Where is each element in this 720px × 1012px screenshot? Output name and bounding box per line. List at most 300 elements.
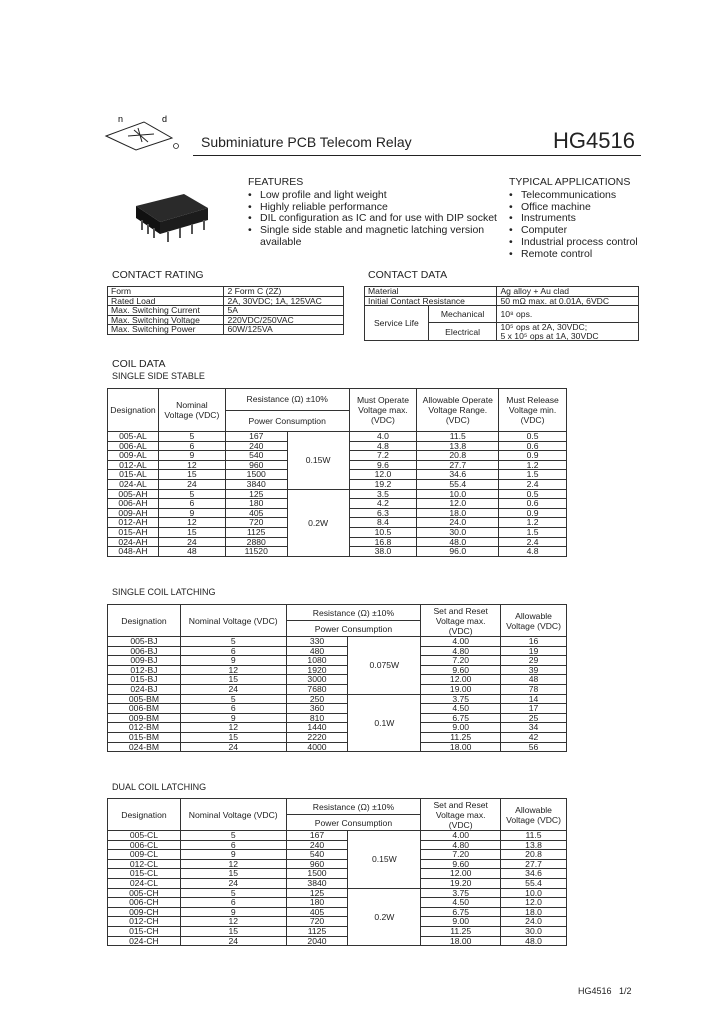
table-header: Power Consumption <box>286 815 421 831</box>
table-cell: Mechanical <box>428 306 497 323</box>
table-cell: 220VDC/250VAC <box>224 315 344 325</box>
table-cell: 0.5 <box>499 489 567 499</box>
table-cell: 006-CL <box>108 840 181 850</box>
table-cell: 0.6 <box>499 499 567 509</box>
table-row <box>108 646 567 656</box>
table-cell: 18.00 <box>421 742 501 752</box>
table-cell: 024-CH <box>108 936 181 946</box>
table-cell: 9 <box>158 451 225 461</box>
table-cell: 15 <box>180 869 286 879</box>
table-cell: 24 <box>180 878 286 888</box>
table-row <box>108 675 567 685</box>
logo-letter-n: n <box>118 114 124 124</box>
table-cell: 012-BM <box>108 723 181 733</box>
table-header: Allowable Voltage (VDC) <box>501 799 567 831</box>
table-cell: 12.0 <box>417 499 499 509</box>
table-cell: 50 mΩ max. at 0.01A, 6VDC <box>497 296 639 306</box>
table-cell: 15 <box>180 926 286 936</box>
table-cell: 2.4 <box>499 479 567 489</box>
table-cell: 48.0 <box>417 537 499 547</box>
features-list <box>248 190 504 249</box>
page-footer: HG4516 1/2 <box>578 986 632 996</box>
list-item: • DIL configuration as IC and for use with DIP socket <box>248 213 504 225</box>
table-cell: Electrical <box>428 323 497 341</box>
table-cell: 1080 <box>286 656 348 666</box>
table-cell: 30.0 <box>417 527 499 537</box>
table-cell: 009-CL <box>108 850 181 860</box>
table-row <box>108 869 567 879</box>
table-cell: 29 <box>501 656 567 666</box>
table-cell: 24.0 <box>417 518 499 528</box>
table-cell: 11520 <box>225 547 287 557</box>
table-header: Must Operate Voltage max. (VDC) <box>349 389 417 432</box>
single-stable-heading: SINGLE SIDE STABLE <box>112 371 205 381</box>
table-row <box>108 325 344 335</box>
table-cell: Max. Switching Current <box>108 306 224 316</box>
table-header: Designation <box>108 605 181 637</box>
table-cell: Rated Load <box>108 296 224 306</box>
table-cell: 11.5 <box>501 831 567 841</box>
table-row <box>365 306 639 323</box>
table-cell: 480 <box>286 646 348 656</box>
table-cell: 006-BJ <box>108 646 181 656</box>
model-number: HG4516 <box>553 128 635 153</box>
table-cell: 330 <box>286 637 348 647</box>
single-latching-body <box>108 637 567 752</box>
table-cell: 27.7 <box>501 859 567 869</box>
table-cell: 19.20 <box>421 878 501 888</box>
table-cell: 7.20 <box>421 850 501 860</box>
table-cell: 3.75 <box>421 694 501 704</box>
table-cell: 024-AH <box>108 537 159 547</box>
table-cell: 12 <box>158 518 225 528</box>
table-cell: 12 <box>180 859 286 869</box>
table-cell: 48.0 <box>501 936 567 946</box>
table-cell: 125 <box>286 888 348 898</box>
dual-latching-heading: DUAL COIL LATCHING <box>112 782 207 792</box>
table-cell: 24 <box>180 742 286 752</box>
table-cell: 015-CH <box>108 926 181 936</box>
table-cell: 4.00 <box>421 637 501 647</box>
table-cell: 6 <box>180 898 286 908</box>
table-cell: 15 <box>180 675 286 685</box>
table-cell: 56 <box>501 742 567 752</box>
table-cell: 16.8 <box>349 537 417 547</box>
table-cell: 0.9 <box>499 508 567 518</box>
table-cell: 5 <box>180 831 286 841</box>
table-cell: 006-CH <box>108 898 181 908</box>
table-cell: 19.00 <box>421 684 501 694</box>
table-cell: 1.5 <box>499 527 567 537</box>
table-cell: 5 <box>180 888 286 898</box>
table-cell: 015-CL <box>108 869 181 879</box>
table-row <box>108 732 567 742</box>
table-cell: 1440 <box>286 723 348 733</box>
table-cell: 012-AL <box>108 460 159 470</box>
table-cell: 34 <box>501 723 567 733</box>
table-cell: 5A <box>224 306 344 316</box>
table-cell: 11.25 <box>421 732 501 742</box>
table-header: Resistance (Ω) ±10% <box>286 605 421 621</box>
table-cell: 960 <box>225 460 287 470</box>
table-cell: 0.9 <box>499 451 567 461</box>
table-cell: 960 <box>286 859 348 869</box>
table-cell: 005-AH <box>108 489 159 499</box>
table-row <box>108 907 567 917</box>
table-header: Set and Reset Voltage max. (VDC) <box>421 605 501 637</box>
list-item: • Office machine <box>509 202 649 214</box>
table-cell: 2040 <box>286 936 348 946</box>
table-cell: 18.0 <box>417 508 499 518</box>
table-row <box>108 888 567 898</box>
table-header: Nominal Voltage (VDC) <box>180 605 286 637</box>
table-cell: 6 <box>180 646 286 656</box>
table-cell: 18.0 <box>501 907 567 917</box>
table-cell: 48 <box>158 547 225 557</box>
table-cell: 15 <box>180 732 286 742</box>
table-cell: Material <box>365 287 497 297</box>
table-row <box>108 936 567 946</box>
table-cell: 015-AH <box>108 527 159 537</box>
table-cell: 4.50 <box>421 704 501 714</box>
table-cell: 006-AL <box>108 441 159 451</box>
table-header-row <box>108 799 567 815</box>
table-cell: 9.6 <box>349 460 417 470</box>
table-cell: 8.4 <box>349 518 417 528</box>
table-cell: 5 <box>180 694 286 704</box>
table-cell: Max. Switching Voltage <box>108 315 224 325</box>
table-cell: 4.80 <box>421 840 501 850</box>
table-cell: 7680 <box>286 684 348 694</box>
table-cell: 20.8 <box>417 451 499 461</box>
table-cell: 405 <box>225 508 287 518</box>
table-cell: 006-AH <box>108 499 159 509</box>
table-header: Allowable Voltage (VDC) <box>501 605 567 637</box>
table-header: Nominal Voltage (VDC) <box>180 799 286 831</box>
table-cell: Form <box>108 287 224 297</box>
table-cell: 720 <box>286 917 348 927</box>
table-row <box>108 926 567 936</box>
table-cell: 20.8 <box>501 850 567 860</box>
table-cell: 1500 <box>286 869 348 879</box>
table-cell: 5 <box>158 489 225 499</box>
table-cell: 1500 <box>225 470 287 480</box>
coil-data-heading: COIL DATA <box>112 358 166 370</box>
single-latching-table <box>107 604 567 752</box>
table-row <box>108 684 567 694</box>
table-cell: 5 <box>158 432 225 442</box>
table-cell: 9 <box>158 508 225 518</box>
table-cell: 167 <box>286 831 348 841</box>
table-cell: 024-BJ <box>108 684 181 694</box>
page-title: Subminiature PCB Telecom Relay <box>201 134 412 150</box>
table-cell: 27.7 <box>417 460 499 470</box>
table-cell: Max. Switching Power <box>108 325 224 335</box>
table-cell: 3840 <box>225 479 287 489</box>
table-cell: 9 <box>180 907 286 917</box>
table-cell: 4.8 <box>499 547 567 557</box>
table-cell: 005-BM <box>108 694 181 704</box>
table-cell: 96.0 <box>417 547 499 557</box>
table-row <box>108 742 567 752</box>
table-cell: 10⁸ ops. <box>497 306 639 323</box>
table-cell: 4.8 <box>349 441 417 451</box>
list-item: • Instruments <box>509 213 649 225</box>
table-cell: 540 <box>286 850 348 860</box>
table-cell: 55.4 <box>417 479 499 489</box>
table-cell: 1.5 <box>499 470 567 480</box>
table-cell: 720 <box>225 518 287 528</box>
table-cell: 12.0 <box>501 898 567 908</box>
table-cell: 005-CH <box>108 888 181 898</box>
list-item: • Industrial process control <box>509 237 649 249</box>
dual-latching-body <box>108 831 567 946</box>
table-row <box>365 296 639 306</box>
table-row <box>108 287 344 297</box>
table-cell: 250 <box>286 694 348 704</box>
features-heading: FEATURES <box>248 176 304 188</box>
table-cell: 10.0 <box>501 888 567 898</box>
table-cell: 2220 <box>286 732 348 742</box>
table-cell: 17 <box>501 704 567 714</box>
list-item: • Single side stable and magnetic latching version available <box>248 225 504 248</box>
table-header: Power Consumption <box>286 621 421 637</box>
table-cell: 048-AH <box>108 547 159 557</box>
brand-logo <box>104 112 182 152</box>
dual-latching-table <box>107 798 567 946</box>
table-cell: 4.80 <box>421 646 501 656</box>
table-row <box>108 840 567 850</box>
table-header: Set and Reset Voltage max. (VDC) <box>421 799 501 831</box>
table-cell: 3.5 <box>349 489 417 499</box>
table-cell: 2 Form C (2Z) <box>224 287 344 297</box>
table-cell: 2A, 30VDC; 1A, 125VAC <box>224 296 344 306</box>
table-header: Must Release Voltage min. (VDC) <box>499 389 567 432</box>
table-cell: 19 <box>501 646 567 656</box>
table-cell: 19.2 <box>349 479 417 489</box>
table-cell: 12.0 <box>349 470 417 480</box>
table-cell: 024-CL <box>108 878 181 888</box>
table-cell: 012-AH <box>108 518 159 528</box>
logo-letter-d: d <box>162 114 168 124</box>
table-cell: 78 <box>501 684 567 694</box>
table-cell: 10⁵ ops at 2A, 30VDC; <box>497 323 639 332</box>
table-cell: 9 <box>180 850 286 860</box>
table-cell: 024-AL <box>108 479 159 489</box>
table-row <box>108 637 567 647</box>
table-cell: 11.5 <box>417 432 499 442</box>
table-cell: 48 <box>501 675 567 685</box>
table-cell: 12 <box>158 460 225 470</box>
table-cell: 12 <box>180 665 286 675</box>
table-row <box>108 656 567 666</box>
table-row <box>108 704 567 714</box>
table-row <box>108 306 344 316</box>
table-cell: 005-BJ <box>108 637 181 647</box>
table-cell: 6 <box>158 441 225 451</box>
table-cell: 1125 <box>225 527 287 537</box>
table-cell: 012-CL <box>108 859 181 869</box>
single-latching-heading: SINGLE COIL LATCHING <box>112 587 216 597</box>
list-item: • Low profile and light weight <box>248 190 504 202</box>
table-cell: 42 <box>501 732 567 742</box>
table-cell: 4.2 <box>349 499 417 509</box>
table-cell: 13.8 <box>501 840 567 850</box>
table-header-row <box>108 389 567 411</box>
table-cell: 9.60 <box>421 665 501 675</box>
table-cell: 6 <box>158 499 225 509</box>
table-cell: 6 <box>180 704 286 714</box>
relay-photo <box>132 188 212 246</box>
table-cell: 005-AL <box>108 432 159 442</box>
table-cell: 38.0 <box>349 547 417 557</box>
table-cell: 13.8 <box>417 441 499 451</box>
table-cell: 810 <box>286 713 348 723</box>
table-cell: 009-BJ <box>108 656 181 666</box>
table-row <box>108 432 567 442</box>
table-cell: 4000 <box>286 742 348 752</box>
contact-rating-table <box>107 286 344 335</box>
table-cell: 9.00 <box>421 723 501 733</box>
table-cell: 3.75 <box>421 888 501 898</box>
table-cell: 34.6 <box>417 470 499 480</box>
table-cell: 180 <box>286 898 348 908</box>
table-cell: 9 <box>180 656 286 666</box>
table-cell: 5 x 10⁵ ops at 1A, 30VDC <box>497 332 639 341</box>
table-cell: 5 <box>180 637 286 647</box>
table-cell: 024-BM <box>108 742 181 752</box>
table-cell: 012-CH <box>108 917 181 927</box>
table-cell: Service Life <box>365 306 429 341</box>
header-divider <box>193 155 641 156</box>
table-cell: 16 <box>501 637 567 647</box>
table-row <box>108 713 567 723</box>
single-stable-body <box>108 432 567 557</box>
table-cell: 60W/125VA <box>224 325 344 335</box>
power-consumption-cell: 0.2W <box>287 489 349 556</box>
list-item: • Remote control <box>509 249 649 261</box>
table-cell: 009-AL <box>108 451 159 461</box>
table-header: Power Consumption <box>225 410 349 432</box>
power-consumption-cell: 0.1W <box>348 694 421 752</box>
table-cell: 2.4 <box>499 537 567 547</box>
table-cell: 12.00 <box>421 675 501 685</box>
table-cell: 14 <box>501 694 567 704</box>
table-cell: Initial Contact Resistance <box>365 296 497 306</box>
table-cell: 12 <box>180 723 286 733</box>
table-row <box>108 850 567 860</box>
table-cell: 009-BM <box>108 713 181 723</box>
table-header: Resistance (Ω) ±10% <box>225 389 349 411</box>
table-cell: 7.20 <box>421 656 501 666</box>
table-row <box>365 287 639 297</box>
table-cell: 12.00 <box>421 869 501 879</box>
table-cell: 1920 <box>286 665 348 675</box>
list-item: • Computer <box>509 225 649 237</box>
table-row <box>108 898 567 908</box>
applications-heading: TYPICAL APPLICATIONS <box>509 176 631 188</box>
table-cell: 15 <box>158 527 225 537</box>
table-cell: 24 <box>158 537 225 547</box>
table-row <box>108 878 567 888</box>
table-cell: 25 <box>501 713 567 723</box>
table-cell: Ag alloy + Au clad <box>497 287 639 297</box>
power-consumption-cell: 0.15W <box>348 831 421 889</box>
table-cell: 1.2 <box>499 460 567 470</box>
table-cell: 6.3 <box>349 508 417 518</box>
power-consumption-cell: 0.15W <box>287 432 349 490</box>
table-cell: 4.0 <box>349 432 417 442</box>
table-cell: 18.00 <box>421 936 501 946</box>
contact-data-table <box>364 286 639 341</box>
table-cell: 0.5 <box>499 432 567 442</box>
table-cell: 3840 <box>286 878 348 888</box>
contact-rating-heading: CONTACT RATING <box>112 269 204 281</box>
table-cell: 240 <box>225 441 287 451</box>
table-cell: 006-BM <box>108 704 181 714</box>
table-header: Allowable Operate Voltage Range. (VDC) <box>417 389 499 432</box>
list-item: • Telecommunications <box>509 190 649 202</box>
applications-list <box>509 190 649 260</box>
table-cell: 24 <box>180 684 286 694</box>
table-row <box>108 694 567 704</box>
list-item: • Highly reliable performance <box>248 202 504 214</box>
table-cell: 005-CL <box>108 831 181 841</box>
table-cell: 11.25 <box>421 926 501 936</box>
power-consumption-cell: 0.075W <box>348 637 421 695</box>
table-cell: 6.75 <box>421 713 501 723</box>
table-header: Designation <box>108 389 159 432</box>
table-cell: 015-AL <box>108 470 159 480</box>
table-cell: 405 <box>286 907 348 917</box>
table-row <box>108 831 567 841</box>
table-row <box>108 859 567 869</box>
table-cell: 1.2 <box>499 518 567 528</box>
table-cell: 10.0 <box>417 489 499 499</box>
table-cell: 34.6 <box>501 869 567 879</box>
table-cell: 2880 <box>225 537 287 547</box>
table-cell: 6.75 <box>421 907 501 917</box>
table-header: Nominal Voltage (VDC) <box>158 389 225 432</box>
table-cell: 015-BJ <box>108 675 181 685</box>
table-cell: 009-CH <box>108 907 181 917</box>
table-cell: 015-BM <box>108 732 181 742</box>
table-cell: 3000 <box>286 675 348 685</box>
table-cell: 540 <box>225 451 287 461</box>
table-cell: 55.4 <box>501 878 567 888</box>
table-row <box>108 489 567 499</box>
contact-data-heading: CONTACT DATA <box>368 269 448 281</box>
table-cell: 9 <box>180 713 286 723</box>
table-cell: 9.60 <box>421 859 501 869</box>
table-cell: 012-BJ <box>108 665 181 675</box>
table-cell: 24 <box>158 479 225 489</box>
table-cell: 240 <box>286 840 348 850</box>
table-cell: 360 <box>286 704 348 714</box>
table-cell: 12 <box>180 917 286 927</box>
power-consumption-cell: 0.2W <box>348 888 421 946</box>
table-cell: 15 <box>158 470 225 480</box>
table-cell: 009-AH <box>108 508 159 518</box>
table-row <box>108 665 567 675</box>
table-cell: 6 <box>180 840 286 850</box>
single-stable-table <box>107 388 567 557</box>
table-cell: 7.2 <box>349 451 417 461</box>
table-cell: 39 <box>501 665 567 675</box>
table-cell: 125 <box>225 489 287 499</box>
table-cell: 24 <box>180 936 286 946</box>
table-header-row <box>108 605 567 621</box>
